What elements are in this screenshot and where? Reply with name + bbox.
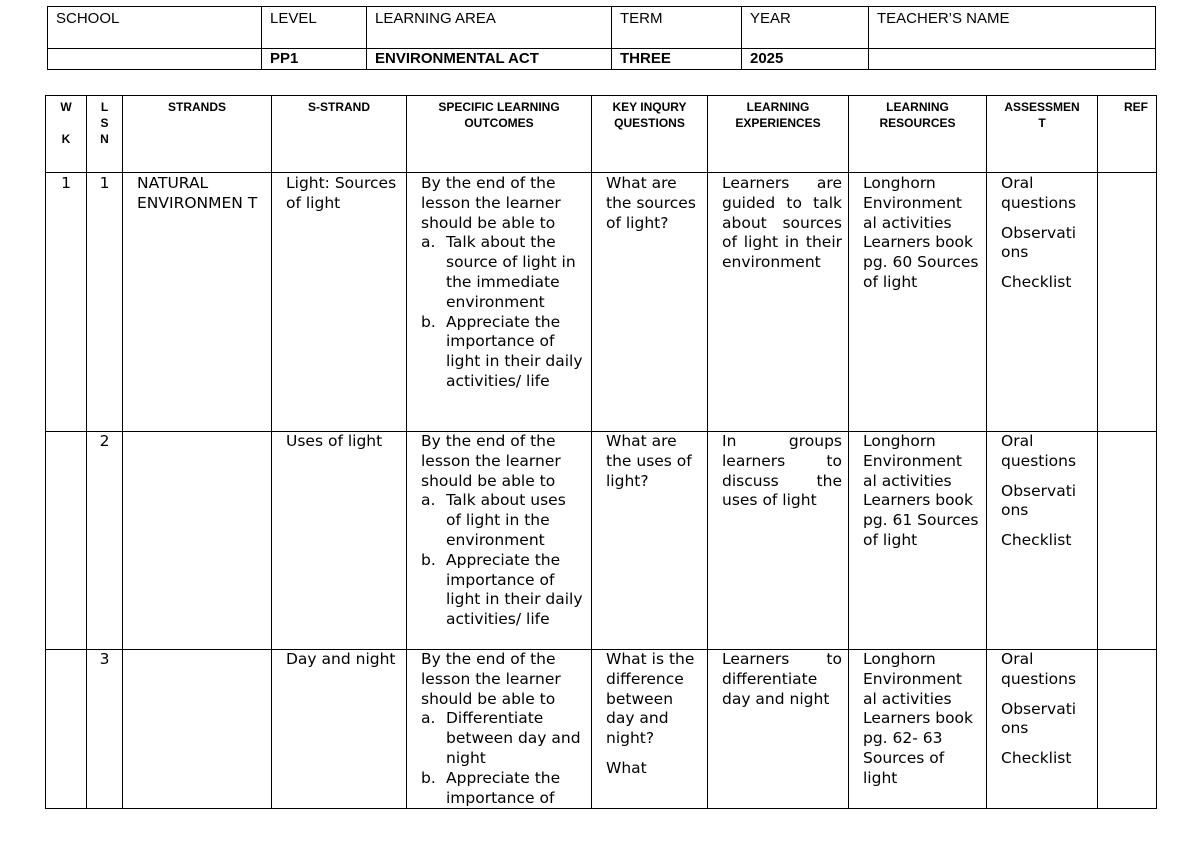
col-sub-strand: S-STRAND [272,96,407,173]
outcome-text: Talk about the source of light in the immediate environment [446,233,576,311]
outcome-item [421,313,583,392]
cell-experience: In groups learners to discuss the uses of light [708,432,849,650]
outcome-item [421,491,583,550]
cell-wk [46,432,87,650]
cell-slo [407,650,592,809]
col-slo [407,96,592,173]
header-label-school: SCHOOL [48,7,262,49]
outcome-text: Appreciate the importance of light in their daily activities/ life [446,312,583,390]
cell-sub-strand: Light: Sources of light [272,173,407,432]
outcome-text: Appreciate the importance of light in their daily activities/ life [446,550,583,629]
assessment-item: Oral questions [1001,174,1077,212]
col-kiq-line2: QUESTIONS [614,116,685,130]
cell-ref [1098,432,1157,650]
col-resources-line1: LEARNING [886,100,949,114]
cell-experience: Learners to differentiate day and night [708,650,849,809]
column-header-row [46,96,1157,173]
col-wk [46,96,87,173]
outcome-list [421,233,583,391]
col-lsn [87,96,123,173]
scheme-of-work-table [45,95,1157,809]
outcome-marker: a. [421,709,436,728]
header-label-learning-area: LEARNING AREA [367,7,612,49]
cell-assessment [987,650,1098,809]
cell-resources: Longhorn Environment al activities Learners book pg. 61 Sources of light [849,432,987,650]
cell-assessment [987,432,1098,650]
assessment-item: Oral questions [1001,432,1077,470]
outcome-marker: a. [421,233,436,252]
header-label-level: LEVEL [262,7,367,49]
assessment-item: Checklist [1001,749,1072,768]
cell-ref [1098,173,1157,432]
col-slo-line2: OUTCOMES [464,116,534,130]
header-value-teacher-name [869,49,1156,70]
slo-intro: By the end of the lesson the learner should be able to [421,650,561,708]
col-strands: STRANDS [123,96,272,173]
col-experiences-line2: EXPERIENCES [735,116,821,130]
col-lsn-line2: S [100,116,109,130]
cell-assessment [987,173,1098,432]
col-assessment-line2: T [1038,116,1046,130]
cell-lsn: 2 [87,432,123,650]
col-kiq-line1: KEY INQURY [612,100,687,114]
cell-sub-strand: Day and night [272,650,407,809]
slo-intro: By the end of the lesson the learner should be able to [421,432,561,490]
kiq-extra: What [606,758,647,777]
cell-resources: Longhorn Environment al activities Learners book pg. 62- 63 Sources of light [849,650,987,809]
col-assessment-line1: ASSESSMEN [1004,100,1080,114]
col-slo-line1: SPECIFIC LEARNING [438,100,560,114]
cell-sub-strand: Uses of light [272,432,407,650]
kiq-text: What is the difference between day and night? [606,650,695,748]
outcome-item [421,709,583,768]
assessment-item: Oral questions [1001,650,1077,688]
col-resources [849,96,987,173]
outcome-item [421,233,583,312]
outcome-list [421,491,583,630]
cell-strand: NATURAL ENVIRONMEN T [123,173,272,432]
header-value-year: 2025 [742,49,869,70]
outcome-marker: b. [421,550,436,569]
col-resources-line2: RESOURCES [879,116,956,130]
cell-resources: Longhorn Environment al activities Learners book pg. 60 Sources of light [849,173,987,432]
outcome-marker: b. [421,768,436,787]
table-row [46,650,1157,809]
cell-slo [407,432,592,650]
cell-slo [407,173,592,432]
assessment-item: Checklist [1001,531,1072,550]
header-value-school [48,49,262,70]
slo-intro: By the end of the lesson the learner should be able to [421,174,561,232]
outcome-list [421,709,583,808]
header-label-term: TERM [612,7,742,49]
table-row [46,173,1157,432]
assessment-item: Checklist [1001,273,1072,292]
header-value-term: THREE [612,49,742,70]
cell-kiq [592,650,708,809]
col-kiq [592,96,708,173]
col-lsn-line1: L [100,100,109,114]
col-experiences [708,96,849,173]
cell-experience: Learners are guided to talk about sources of light in their environment [708,173,849,432]
outcome-text: Differentiate between day and night [446,709,581,767]
outcome-item [421,551,583,630]
assessment-item: Observati ons [1001,699,1077,738]
outcome-marker: a. [421,491,436,510]
col-experiences-line1: LEARNING [746,100,810,114]
table-row [46,432,1157,650]
cell-strand [123,432,272,650]
outcome-text: Talk about uses of light in the environment [446,491,566,549]
outcome-text: Appreciate the importance of [446,768,561,807]
cell-strand [123,650,272,809]
outcome-marker: b. [421,312,436,331]
col-wk-line2: K [61,132,71,146]
header-label-teacher-name: TEACHER’S NAME [869,7,1156,49]
cell-wk: 1 [46,173,87,432]
col-ref: REF [1098,96,1157,173]
cell-kiq: What are the sources of light? [592,173,708,432]
assessment-item: Observati ons [1001,481,1077,520]
cell-wk [46,650,87,809]
assessment-item: Observati ons [1001,223,1077,262]
header-value-level: PP1 [262,49,367,70]
col-lsn-line3: N [100,132,109,146]
col-assessment [987,96,1098,173]
header-value-learning-area: ENVIRONMENTAL ACT [367,49,612,70]
col-wk-line1: W [60,100,72,114]
header-table [47,6,1156,70]
outcome-item [421,769,583,809]
cell-lsn: 1 [87,173,123,432]
header-label-year: YEAR [742,7,869,49]
cell-ref [1098,650,1157,809]
cell-kiq: What are the uses of light? [592,432,708,650]
cell-lsn: 3 [87,650,123,809]
